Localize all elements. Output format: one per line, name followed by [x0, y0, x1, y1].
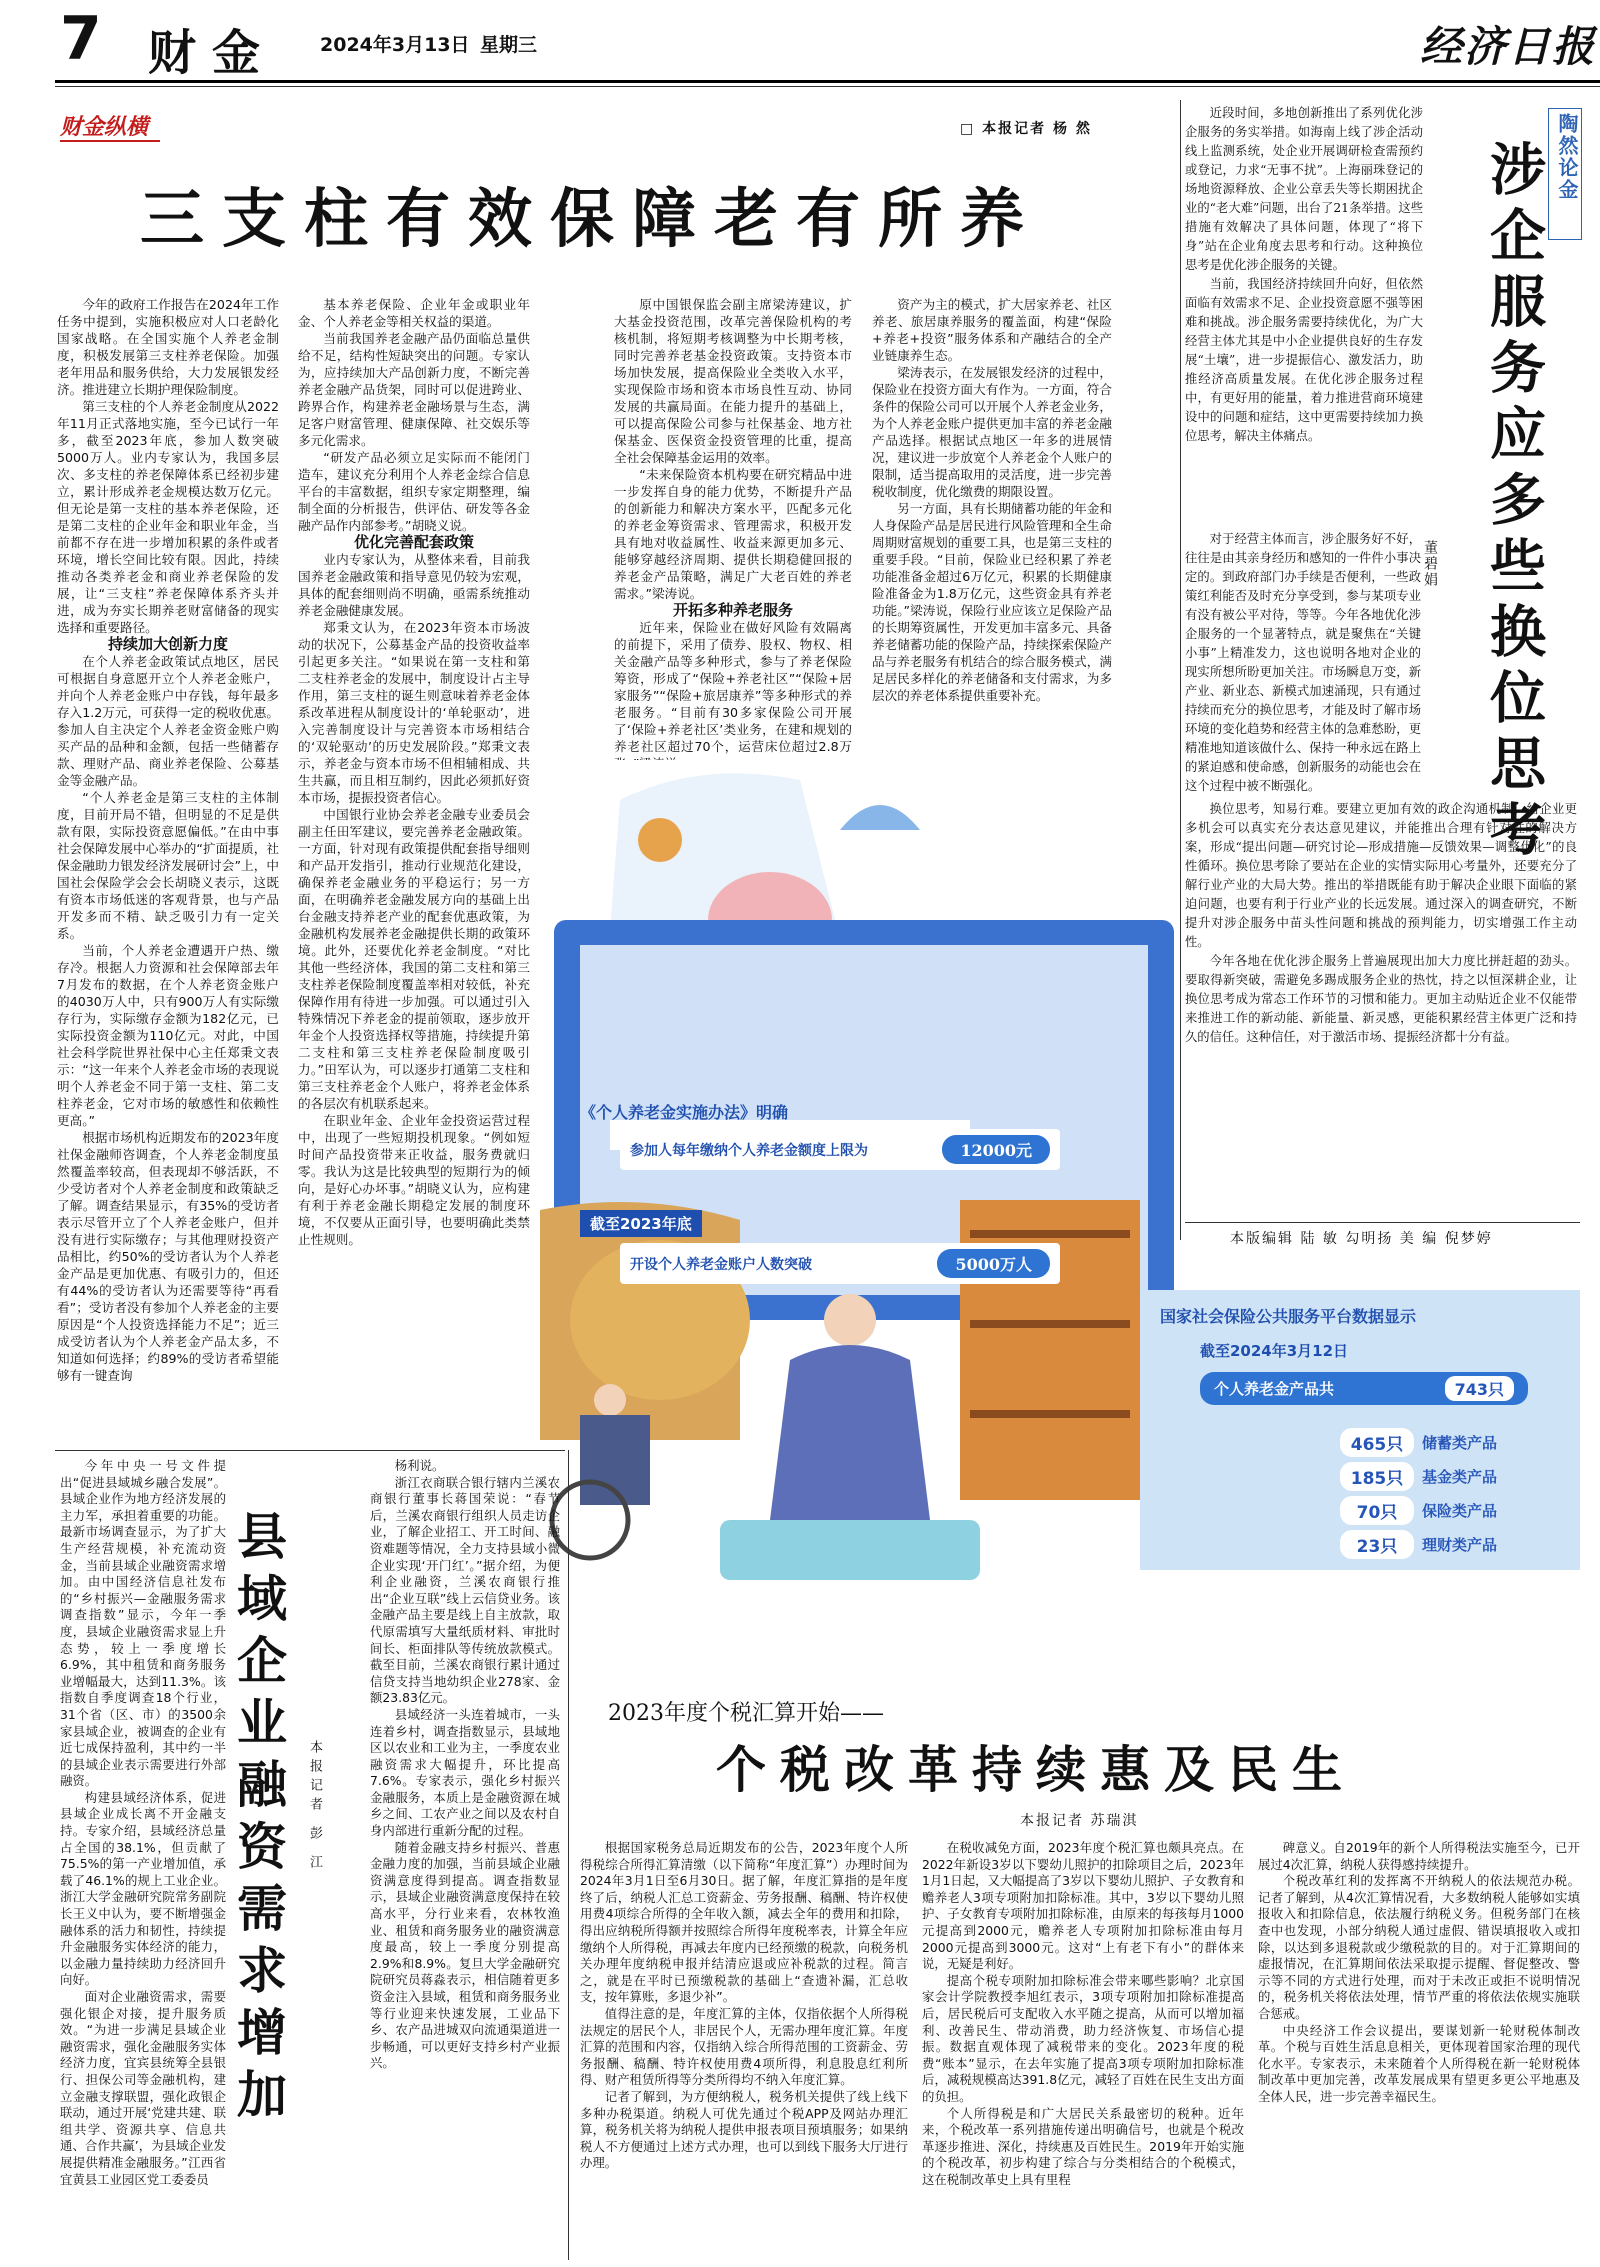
stat-savings-value: 465只 [1340, 1428, 1414, 1457]
lead-column-4 [872, 296, 1112, 796]
lead-c1-p4: “个人养老金是第三支柱的主体制度，目前开局不错，但明显的不足是供款有限，实际投资意愿偏低。”在由中事社会保障发展中心举办的“扩面提质，社保金融助力银发经济发展研讨会”上，中国社会保险学会会长胡晓义表示，这既有资本市场低迷的客观背景，也与产品开发多而不精、缺乏吸引力有一定关系。 [57, 790, 279, 941]
tax-c3-p2: 个税改革红利的发挥离不开纳税人的依法规范办税。记者了解到，从4次汇算情况看，大多数纳税人能够如实填报收入和扣除信息，依法履行纳税义务。但税务部门在核查中也发现，小部分纳税人通过虚假、错误填报收入或扣除，以达到多退税款或少缴税款的目的。对于汇算期间的虚报情况，在汇算期间依法采取提示提醒、督促整改、警示等不同的方式进行处理，而对于未改正或拒不说明情况的，税务机关将依法处理，情节严重的将依法依规实施联合惩戒。 [1258, 1873, 1580, 2021]
stat-fund-value: 185只 [1340, 1462, 1414, 1491]
lead-c2-p4: 业内专家认为，从整体来看，目前我国养老金融政策和指导意见仍较为宏观，具体的配套细则尚不明确，亟需系统推动养老金融健康发展。 [298, 552, 530, 618]
section-name: 财金 [148, 25, 277, 81]
lead-c1-p6: 根据市场机构近期发布的2023年度社保金融师咨调查，个人养老金制度虽然覆盖率较高，但表现却不够活跃，不少受访者对个人养老金制度和政策缺乏了解。调查结果显示，有35%的受访者表示尽管开立了个人养老金账户，但并没有进行实际缴存；与其他理财投资产品相比，约50%的受访者认为个人养老金产品是更加优惠、有吸引力的，但还有44%的受访者认为还需要等待“再看看”；受访者没有参加个人养老金的主要原因是“个人投资选择能力不足”；近三成受访者认为个人养老金产品太多，不知道如何选择；约89%的受访者希望能够有一键查询 [57, 1130, 279, 1383]
account-count-banner [590, 1210, 1090, 1284]
tax-c2-p1: 在税收减免方面，2023年度个税汇算也颇具亮点。在2022年新设3岁以下婴幼儿照护的扣除项目之后，2023年1月1日起，又大幅提高了3岁以下婴幼儿照护、子女教育和赡养老人3项专项附加扣除标准。其中，3岁以下婴幼儿照护、子女教育专项附加扣除标准，由原来的每孩每月1000元提高到2000元，赡养老人专项附加扣除标准由每月2000元提高到3000元。这对“上有老下有小”的群体来说，无疑是利好。 [922, 1840, 1244, 1972]
tax-c1-p3: 记者了解到，为方便纳税人，税务机关提供了线上线下多种办税渠道。纳税人可优先通过个税APP及网站办理汇算，税务机关将为纳税人提供申报表项目预填服务；如果纳税人不方便通过上述方式办理，也可以到线下服务大厅进行办理。 [580, 2088, 908, 2171]
commentary-p3: 对于经营主体而言，涉企服务好不好，往往是由其亲身经历和感知的一件件小事决定的。到政府部门办手续是否便利，一些政策红利能否及时充分享受到，参与某项专业有没有被公平对待，等等。今年各地优化涉企服务的一个显著特点，就是聚焦在“关键小事”上精准发力，这也说明各地对企业的现实所想所盼更加关注。市场瞬息万变，新产业、新业态、新模式加速涌现，只有通过持续而充分的换位思考，才能及时了解市场环境的变化趋势和经营主体的急难愁盼，更精准地知道该做什么、保持一种永远在路上的紧迫感和使命感，创新服务的动能也会在这个过程中被不断强化。 [1185, 532, 1421, 793]
account-count-title: 截至2023年底 [580, 1210, 702, 1237]
tax-c2-p3: 个人所得税是和广大居民关系最密切的税种。近年来，个税改革一系列措施传递出明确信号，也就是个税改革逐步推进、深化，持续惠及百姓民生。2019年开始实施的个税改革，初步构建了综合与分类相结合的个税模式，这在税制改革史上具有里程 [922, 2105, 1244, 2187]
pension-illustration [540, 760, 1180, 1620]
lead-c2-p1: 基本养老保险、企业年金或职业年金、个人养老金等相关权益的渠道。 [298, 297, 530, 329]
county-divider [568, 1450, 569, 2260]
lead-c3-p3: 近年来，保险业在做好风险有效隔离的前提下，采用了债券、股权、物权、相关金融产品等多种形式，参与了养老保险筹资，形成了“保险+养老社区”“保险+居家服务”“保险+旅居康养”等多种形式的养老服务。“目前有30多家保险公司开展了‘保险+养老社区’类业务，在建和规划的养老社区超过70个，运营床位超过2.8万 [614, 620, 852, 754]
county-b-p2: 浙江衣商联合银行辖内兰溪农商银行董事长蒋国荣说：“春节后，兰溪农商银行组织人员走访企业，了解企业招工、开工时间、融资难题等情况，全力支持县域小微企业实现‘开门红’。”据介绍，为便利企业融资，兰溪农商银行推出“企业互联”线上云信贷业务。该金融产品主要是线上自主放款，取代原需填写大量纸质材料、审批时间长、柜面排队等传统放款模式。截至目前，兰溪农商银行累计通过信贷支持当地幼织企业278家、金额23.83亿元。 [370, 1474, 560, 1706]
column-tag: 财金纵横 [60, 114, 149, 140]
stat-fund-label: 基金类产品 [1422, 1468, 1498, 1486]
lead-byline: □ 本报记者 杨 然 [960, 121, 1092, 137]
tax-c3-p3: 中央经济工作会议提出，要谋划新一轮财税体制改革。个税与百姓生活息息相关，更体现着国家治理的现代化水平。专家表示，未来随着个人所得税在新一轮财税体制改革中更加完善，改革发展成果有望更多更公平地惠及全体人民，进一步完善幸福民生。 [1258, 2022, 1580, 2104]
stat-insurance-value: 70只 [1340, 1496, 1414, 1525]
commentary-title: 涉企服务应多些换位思考 [1481, 140, 1547, 866]
stat-row-wealth [1340, 1530, 1497, 1559]
county-top-rule [55, 1450, 565, 1451]
lead-c2-p5: 郑秉文认为，在2023年资本市场波动的状况下，公募基金产品的投资收益率引起更多关注。“如果说在第一支柱和第二支柱养老金的发展中，制度设计占主导作用，第三支柱的诞生则意味着养老金体系改革进程从制度设计的‘单轮驱动’，进入完善制度设计与完善资本市场相结合的‘双轮驱动’的历史发展阶段。”郑秉文表示，养老金与资本市场不但相辅相成、共生共赢，而且相互制约，因此必须抓好资本市场，提振投资者信心。 [298, 620, 530, 805]
stat-row-insurance [1340, 1496, 1497, 1525]
masthead [0, 0, 1600, 81]
masthead-rule [55, 80, 1600, 83]
lead-subhead-3: 开拓多种养老服务 [672, 601, 793, 619]
stat-wealth-label: 理财类产品 [1422, 1536, 1498, 1554]
tax-byline: 本报记者 苏瑞淇 [1020, 1813, 1139, 1829]
editors-rule [1185, 1222, 1580, 1223]
county-a-p3: 面对企业融资需求，需要强化银企对接，提升服务质效。“为进一步满足县域企业融资需求，强化金融服务实体经济力度，宜宾县统筹全县银行、担保公司等金融机构，建立金融支撑联盟，强化政银企联动，通过开展‘党建共建、联组共学、资源共享、信息共通、合作共赢’，为县域企业发展提供精准金融服务。”江西省宜黄县工业园区党工委委员 [60, 1989, 226, 2187]
county-column-a [60, 1458, 226, 2258]
lead-c2-p7: 在职业年金、企业年金投资运营过程中，出现了一些短期投机现象。“例如短时间产品投资带来正收益，服务费就归零。我认为这是比较典型的短期行为的倾向，是好心办坏事。”胡晓义认为，应构建有利于养老金融长期稳定发展的制度环境，不仅要从正面引导，也要明确此类禁止性规则。 [298, 1113, 530, 1247]
county-b-p1: 杨利说。 [394, 1458, 445, 1473]
tax-c2-p2: 提高个税专项附加扣除标准会带来哪些影响？北京国家会计学院教授李旭红表示，3项专项附加扣除标准提高后，居民税后可支配收入水平随之提高，从而可以增加福利、改善民生、带动消费，助力经济恢复、市场信心提振。数据直观体现了减税带来的变化。2023年度的税费“账本”显示，在去年实施了提高3项专项附加扣除标准后，减税规模高达391.8亿元，减轻了百姓在民生支出方面的负担。 [922, 1972, 1244, 2104]
total-products-value: 743只 [1445, 1376, 1514, 1401]
issue-weekday: 星期三 [480, 34, 538, 56]
commentary-body-2 [1185, 530, 1421, 800]
county-title: 县域企业融资需求增加 [229, 1510, 288, 2130]
lead-c1-p2: 第三支柱的个人养老金制度从2022年11月正式落地实施，至今已试行一年多，截至2023年底，参加人数突破5000万人。业内专家认为，我国多层次、多支柱的养老保障体系已经初步建立，累计形成养老金规模达数万亿元。但无论是第一支柱的基本养老保险，还是第二支柱的企业年金和职业年金，当前都不存在进一步增加积累的条件或者环境，增长空间比较有限。因此，持续推动各类养老金和商业养老保险的发展，让“三支柱”养老保障体系齐头并进，成为夯实长期养老财富储备的现实选择和重要路径。 [57, 399, 279, 635]
tax-kicker: 2023年度个税汇算开始—— [608, 1701, 884, 1726]
pension-limit-value: 12000元 [942, 1135, 1050, 1164]
lead-c1-p5: 当前，个人养老金遭遇开户热、缴存冷。根据人力资源和社会保障部去年7月发布的数据，在个人养老资金账户的4030万人中，只有900万人有实际缴存行为，实际缴存金额为182亿元，已实际投资金额为110亿元。对此，中国社会科学院世界社保中心主任郑秉文表示：“这一年来个人养老金市场的表现说明个人养老金不同于第一支柱、第二支柱养老金，它对市场的敏感性和依赖性更高。” [57, 943, 279, 1128]
illustration-graphic [540, 760, 1180, 1620]
tax-column-2 [922, 1840, 1244, 2260]
lead-subhead-1: 持续加大创新力度 [107, 635, 228, 653]
platform-data-panel [1140, 1290, 1580, 1570]
commentary-author: 董碧娟 [1422, 540, 1438, 588]
commentary-p4: 换位思考，知易行难。要建立更加有效的政企沟通机制，给企业更多机会可以真实充分表达意见建议，并能推出合理有针对性的解决方案，形成“提出问题—研究讨论—形成措施—反馈效果—调整优化”的良性循环。换位思考除了要站在企业的实情实际用心考量外，还要充分了解行业产业的大局大势。推出的举措既能有助于解决企业眼下面临的紧迫问题，也要有利于行业产业的长远发展。通过深入的调查研究，不断提升对涉企服务中苗头性问题和挑战的预判能力，切实增强工作主动性。 [1185, 802, 1577, 949]
lead-c4-p1: 资产为主的模式，扩大居家养老、社区养老、旅居康养服务的覆盖面，构建“保险+养老+投资”服务体系和产融结合的全产业链康养生态。 [872, 297, 1112, 363]
lead-c2-p2: 当前我国养老金融产品仍面临总量供给不足，结构性短缺突出的问题。专家认为，应持续加大产品创新力度，不断完善养老金融产品货架，同时可以促进跨业、跨界合作，构建养老金融场景与生态，满足客户财富管理、健康保障、社交娱乐等多元化需求。 [298, 331, 530, 448]
lead-c4-p2: 梁涛表示，在发展银发经济的过程中，保险业在投资方面大有作为。一方面，符合条件的保险公司可以开展个人养老金业务，为个人养老金账户提供更加丰富的养老金融产品选择。根据试点地区一年多的进展情况，建议进一步放宽个人养老金个人账户的限制，适当提高取用的灵活度，进一步完善税收制度，优化缴费的期限设置。 [872, 365, 1112, 499]
county-column-b [370, 1458, 560, 2258]
lead-column-1 [57, 296, 279, 1436]
account-count-value: 5000万人 [937, 1249, 1050, 1278]
commentary-body-1 [1185, 104, 1423, 530]
tax-column-3 [1258, 1840, 1580, 2260]
tax-column-1 [580, 1840, 908, 2260]
commentary-p2: 当前，我国经济持续回升向好，但依然面临有效需求不足、企业投资意愿不强等困难和挑战。涉企服务需要持续优化，为广大经营主体尤其是中小企业提供良好的生存发展“土壤”，进一步提振信心、激发活力，助推经济高质量发展。在优化涉企服务过程中，有更好用的能量，着力推进营商环境建设中的问题和症结，这中更需要持续加力换位思考，解决主体痛点。 [1185, 277, 1423, 443]
lead-subhead-2: 优化完善配套政策 [353, 533, 474, 551]
account-count-text: 开设个人养老金账户人数突破 [630, 1256, 812, 1273]
county-a-p2: 构建县域经济体系，促进县域企业成长离不开金融支持。专家介绍，县域经济总量占全国的38.1%，但贡献了75.5%的第一产业增加值，承载了46.1%的规上工业企业。浙江大学金融研究院常务副院长王义中认为，要不断增强金融体系的活力和韧性，持续提升金融服务实体经济的能力，以金融力量持续助力经济回升向好。 [60, 1789, 226, 1988]
page-editors: 本版编辑 陆 敏 勾明扬 美 编 倪梦婷 [1230, 1231, 1493, 1247]
page-number: 7 [60, 4, 102, 74]
stat-row-savings [1340, 1428, 1497, 1457]
platform-data-title: 国家社会保险公共服务平台数据显示 [1160, 1307, 1417, 1326]
lead-column-2 [298, 296, 530, 1436]
stat-row-fund [1340, 1462, 1497, 1491]
commentary-body-3 [1185, 800, 1577, 1220]
total-products-label: 个人养老金产品共 [1214, 1380, 1335, 1398]
lead-c3-p1: 原中国银保监会副主席梁涛建议，扩大基金投资范围，改革完善保险机构的考核机制，将短期考核调整为中长期考核，同时完善养老基金投资政策。支持资本市场加快发展，提高保险业全类收入水平，实现保险市场和资本市场良性互动、协同发展的共赢局面。在能力提升的基础上，可以提高保险公司参与社保基金、地方社保基金、医保资金投资管理的比重，提高全社会保障基金运用的效率。 [614, 297, 852, 465]
stat-insurance-label: 保险类产品 [1422, 1502, 1498, 1520]
county-a-p1: 今年中央一号文件提出“促进县域城乡融合发展”。县域企业作为地方经济发展的主力军，承担着重要的功能。最新市场调查显示，为了扩大生产经营规模，补充流动资金，当前县域企业融资需求增加。由中国经济信息社发布的“乡村振兴—金融服务需求调查指数”显示，今年一季度，县域企业融资需求显上升态势，较上一季度增长6.9%，其中租赁和商务服务业增幅最大，达到11.3%。该指数自季度调查18个行业，31个省（区、市）的3500余家县域企业，被调查的企业有近七成保持盈利，其中约一半的县域企业表示需要进行外部融资。 [60, 1458, 226, 1789]
lead-c4-p3: 另一方面，具有长期储蓄功能的年金和人身保险产品是居民进行风险管理和全生命周期财富规划的重要工具，也是第三支柱的重要手段。“目前，保险业已经积累了养老功能准备金超过6万亿元，积累的长期健康险准备金为1.8万亿元，这些资金具有养老功能。”梁涛说，保险行业应该立足保险产品的长期筹资属性，开发更加丰富多元、具备养老储蓄功能的保险产品，持续探索保险产品与养老服务有机结合的综合服务模式，满足居民多样化的养老储备和支付需求，为多层次的养老体系提供重要补充。 [872, 501, 1112, 703]
total-products-row [1200, 1372, 1528, 1405]
masthead-rule-thin [55, 86, 1600, 87]
pension-rule-row [620, 1129, 1060, 1170]
tax-c1-p2: 值得注意的是，年度汇算的主体，仅指依据个人所得税法规定的居民个人，非居民个人，无需办理年度汇算。年度汇算的范围和内容，仅指纳入综合所得范围的工资薪金、劳务报酬、稿酬、特许权使用费4项所得，利息股息红利所得、财产租赁所得等分类所得均不纳入年度汇算。 [580, 2005, 908, 2088]
tax-c3-p1: 碑意义。自2019年的新个人所得税法实施至今，已开展过4次汇算，纳税人获得感持续提升。 [1258, 1840, 1580, 1872]
platform-data-date: 截至2024年3月12日 [1200, 1342, 1349, 1360]
lead-c1-p3: 在个人养老金政策试点地区，居民可根据自身意愿开立个人养老金账户，并向个人养老金账户中存钱，每年最多存入1.2万元，可获得一定的税收优惠。参加人自主决定个人养老金资金账户购买产品的品种和金额，包括一些储蓄存款、理财产品、商业养老保险、公募基金等金融产品。 [57, 654, 279, 788]
pension-rule-title: 《个人养老金实施办法》明确 [580, 1103, 789, 1122]
stat-wealth-value: 23只 [1340, 1530, 1414, 1559]
lead-headline: 三支柱有效保障老有所养 [140, 182, 1042, 257]
lead-c1-p1: 今年的政府工作报告在2024年工作任务中提到，实施积极应对人口老龄化国家战略。在全国实施个人养老金制度，积极发展第三支柱养老保险。加强老年用品和服务供给，大力发展银发经济。推进建立长期护理保险制度。 [57, 297, 279, 397]
tax-headline: 个税改革持续惠及民生 [716, 1740, 1356, 1799]
lead-c2-p3: “研发产品必须立足实际而不能闭门造车，建议充分利用个人养老金综合信息平台的丰富数据，组织专家定期整理，编制全面的分析报告，供评估、研发等各金融产品作内部参考。”胡晓义说。 [298, 450, 530, 533]
lead-c2-p6: 中国银行业协会养老金融专业委员会副主任田军建议，要完善养老金融政策。一方面，针对现有政策提供配套指导细则和产品开发指引，推动行业规范化建设，确保养老金融业务的平稳运行；另一方面，在明确养老金融发展方向的基础上出台金融支持养老产业的配套优惠政策，为金融机构发展养老金融提供长期的政策环境。此外，还要优化养老金制度。“对比其他一些经济体，我国的第二支柱和第三支柱养老保险制度覆盖率相对较低，补充保障作用有待进一步加强。可以通过引入特殊情况下养老金的提前领取，逐步放开年金个人投资选择权等措施，持续提升第二支柱和第三支柱养老保险制度吸引力。”田军认为，可以逐步打通第二支柱和第三支柱养老金个人账户，将养老金体系的各层次有机联系起来。 [298, 807, 530, 1111]
paper-logo: 经济日报 [1420, 22, 1597, 71]
issue-date: 2024年3月13日 [320, 34, 470, 56]
pension-rule-banner [580, 1103, 1090, 1170]
tag-underline [60, 140, 160, 142]
commentary-tag-text: 陶然论金 [1555, 113, 1579, 201]
commentary-divider [1180, 100, 1181, 1240]
tax-c1-p1: 根据国家税务总局近期发布的公告，2023年度个人所得税综合所得汇算清缴（以下简称“年度汇算”）办理时间为2024年3月1日至6月30日。据了解，年度汇算指的是年度终了后，纳税人汇总工资薪金、劳务报酬、稿酬、特许权使用费4项综合所得的全年收入额，减去全年的费用和扣除，得出应纳税所得额并按照综合所得年度税率表，计算全年应缴纳个人所得税，再减去年度内已经预缴的税款，向税务机关办理年度纳税申报并结清应退或应补税款的过程。简言之，就是在平时已预缴税款的基础上“查遗补漏，汇总收支，按年算账，多退少补”。 [580, 1840, 908, 2005]
county-byline: 本报记者 彭 江 [307, 1740, 322, 1875]
county-b-p3: 县域经济一头连着城市，一头连着乡村，调查指数显示，县域地区以农业和工业为主，一季度农业融资需求大幅提升，环比提高7.6%。专家表示，强化乡村振兴金融服务，本质上是金融资源在城乡之间、工农产业之间以及农村自身内部进行重新分配的过程。 [370, 1706, 560, 1839]
stat-savings-label: 储蓄类产品 [1422, 1434, 1498, 1452]
pension-rule-text: 参加人每年缴纳个人养老金额度上限为 [630, 1142, 868, 1159]
account-count-row [620, 1243, 1060, 1284]
commentary-p5: 今年各地在优化涉企服务上普遍展现出加大力度比拼赶超的劲头。要取得新突破，需避免多踢成服务企业的热忱，持之以恒深耕企业，让换位思考成为常态工作环节的习惯和能力。更加主动贴近企业不仅能带来推进工作的新动能、新能量、新灵感，更能积累经营主体更广泛和持久的信任。这种信任，对于激活市场、提振经济都十分有益。 [1185, 954, 1577, 1044]
commentary-p1: 近段时间，多地创新推出了系列优化涉企服务的务实举措。如海南上线了涉企活动线上监测系统，处企业开展调研检查需预约或登记，力求“无事不扰”。上海丽珠登记的场地资源释放、企业公章丢失等长期困扰企业的“老大难”问题，出台了21条举措。这些措施有效解决了具体问题，体现了“将下身”站在企业角度去思考和行动。这种换位思考是优化涉企服务的关键。 [1185, 106, 1423, 272]
county-b-p4: 随着金融支持乡村振兴、普惠金融力度的加强，当前县域企业融资满意度得到提高。调查指数显示，县域企业融资满意度保持在较高水平，分行业来看，农林牧渔业、租赁和商务服务业的融资满意度最高，较上一季度分别提高2.9%和8.9%。复旦大学金融研究院研究员蒋淼表示，相信随着更多资金注入县域，租赁和商务服务业等行业迎来快速发展，工业品下乡、农产品进城双向流通渠道进一步畅通，可以更好支持乡村产业振兴。 [370, 1839, 560, 2071]
lead-c3-p2: “未来保险资本机构要在研究精品中进一步发挥自身的能力优势，不断提升产品的创新能力和解决方案水平，匹配多元化的养老金筹资需求、管理需求，积极开发具有地对收益属性、收益来源更加多元、能够穿越经济周期、提供长期稳健回报的养老金产品策略，满足广大老百姓的养老需求。”梁涛说。 [614, 467, 852, 601]
